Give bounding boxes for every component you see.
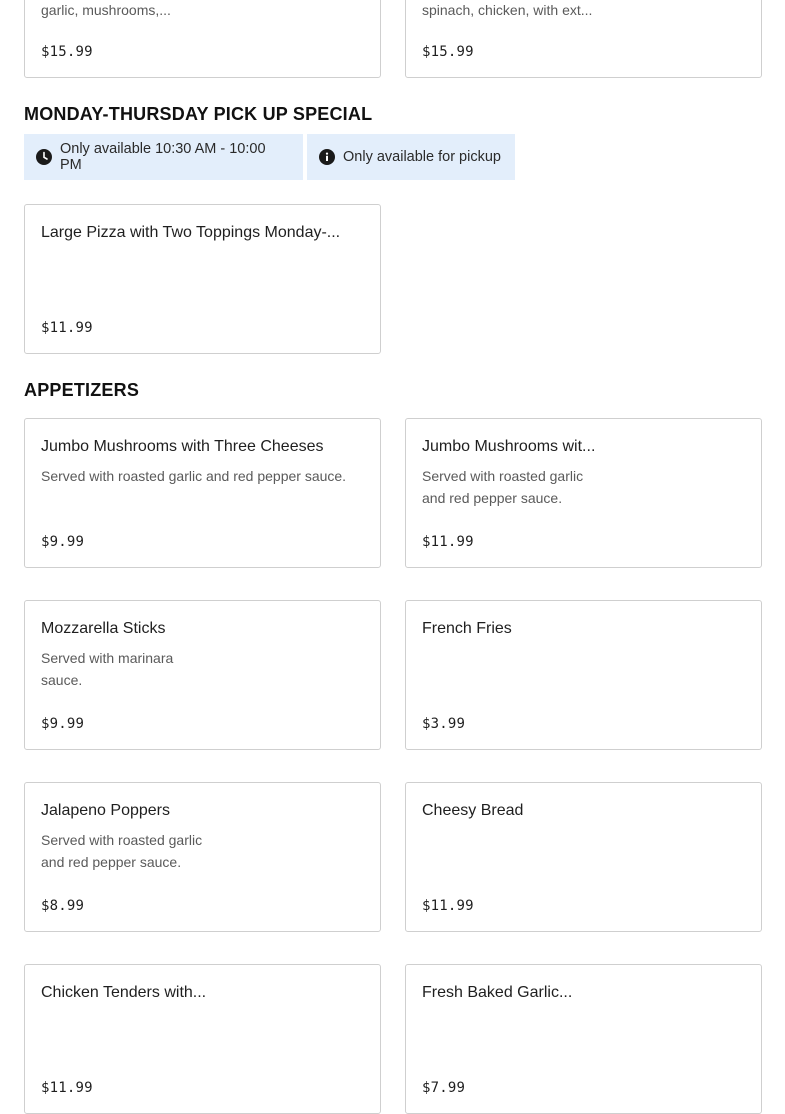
menu-item-description: spinach, chicken, with ext... <box>422 2 593 18</box>
menu-item-name: Mozzarella Sticks <box>41 620 166 637</box>
menu-item-name: Jalapeno Poppers <box>41 802 170 819</box>
section-title-special: MONDAY-THURSDAY PICK UP SPECIAL <box>24 104 373 124</box>
menu-item-card[interactable] <box>405 600 762 750</box>
menu-item-price: $15.99 <box>422 44 474 60</box>
menu-item-name: Fresh Baked Garlic... <box>422 984 573 1001</box>
menu-item-name: Jumbo Mushrooms with Three Cheeses <box>41 438 324 455</box>
menu-item-price: $3.99 <box>422 716 466 732</box>
menu-item-card[interactable] <box>24 782 381 932</box>
menu-item-card[interactable] <box>405 782 762 932</box>
menu-item-price: $11.99 <box>422 898 474 914</box>
menu-item-price: $7.99 <box>422 1080 466 1096</box>
menu-item-price: $11.99 <box>41 1080 93 1096</box>
menu-item-card[interactable] <box>24 964 381 1114</box>
clock-icon <box>36 149 52 165</box>
menu-item-description: Served with roasted garlic and red pepper sauce. <box>41 832 203 870</box>
menu-item-price: $9.99 <box>41 716 85 732</box>
menu-item-price: $11.99 <box>41 320 93 336</box>
menu-item-card[interactable] <box>24 600 381 750</box>
menu-item-card[interactable] <box>405 418 762 568</box>
pickup-only-badge <box>307 134 515 180</box>
menu-item-card[interactable] <box>24 418 381 568</box>
section-title-appetizers: APPETIZERS <box>24 380 140 400</box>
menu-item-description: garlic, mushrooms,... <box>41 2 171 18</box>
pickup-only-label: Only available for pickup <box>343 149 501 165</box>
menu-item-price: $9.99 <box>41 534 85 550</box>
menu-item-card[interactable] <box>405 0 762 78</box>
menu-item-card[interactable] <box>405 964 762 1114</box>
menu-item-card[interactable] <box>24 204 381 354</box>
menu-item-price: $8.99 <box>41 898 85 914</box>
menu-item-card[interactable] <box>24 0 381 78</box>
menu-item-name: Large Pizza with Two Toppings Monday-... <box>41 224 341 241</box>
menu-item-price: $15.99 <box>41 44 93 60</box>
menu-item-description: Served with roasted garlic and red pepper sauce. <box>41 468 347 484</box>
menu-item-description: Served with marinara sauce. <box>41 650 174 688</box>
info-icon <box>319 149 335 165</box>
menu-item-name: Jumbo Mushrooms wit... <box>422 438 596 455</box>
menu-item-name: Cheesy Bread <box>422 802 524 819</box>
menu-item-price: $11.99 <box>422 534 474 550</box>
menu-item-name: Chicken Tenders with... <box>41 984 207 1001</box>
availability-time-badge <box>24 134 303 180</box>
availability-time-label: Only available 10:30 AM - 10:00 PM <box>59 141 266 173</box>
menu-item-description: Served with roasted garlic and red pepper sauce. <box>422 468 584 506</box>
menu-item-name: French Fries <box>422 620 512 637</box>
